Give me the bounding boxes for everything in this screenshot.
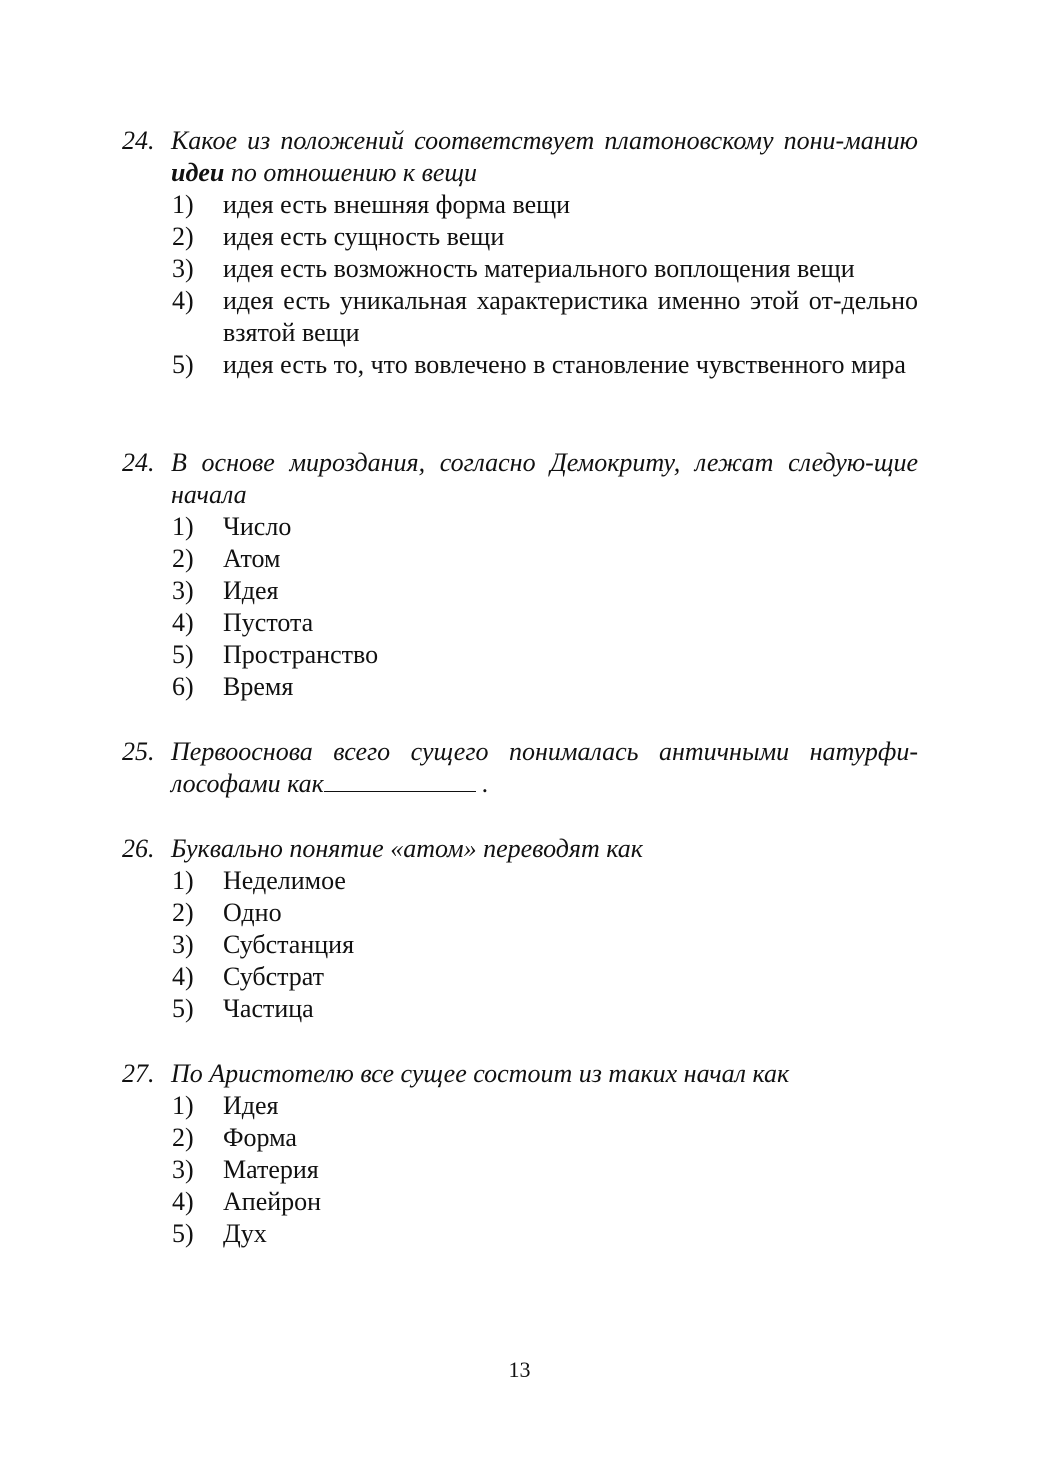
- answer-option: [122, 929, 918, 961]
- question-24-democritus: [122, 447, 918, 703]
- option-number: 3): [172, 930, 194, 959]
- option-number: 5): [172, 640, 194, 669]
- option-text: Пустота: [223, 608, 314, 637]
- answer-option: [122, 285, 918, 349]
- answer-option: [122, 1122, 918, 1154]
- option-number: 1): [172, 512, 194, 541]
- question-heading: [122, 833, 918, 865]
- option-text: Число: [223, 512, 292, 541]
- option-number: 4): [172, 286, 194, 315]
- question-27: [122, 1058, 918, 1250]
- answer-blank: [324, 769, 476, 792]
- answer-options: [122, 865, 918, 1025]
- answer-option: [122, 607, 918, 639]
- option-text: Субстрат: [223, 962, 325, 991]
- option-number: 5): [172, 1219, 194, 1248]
- answer-option: [122, 1090, 918, 1122]
- question-text: По Аристотелю все сущее состоит из таких начал как: [171, 1059, 790, 1088]
- option-number: 3): [172, 1155, 194, 1184]
- question-26: [122, 833, 918, 1025]
- option-text: идея есть внешняя форма вещи: [223, 190, 571, 219]
- option-text: Неделимое: [223, 866, 346, 895]
- answer-options: [122, 189, 918, 381]
- answer-option: [122, 253, 918, 285]
- option-text: идея есть уникальная характеристика именно этой от-дельно взятой вещи: [223, 286, 918, 347]
- option-number: 3): [172, 576, 194, 605]
- answer-option: [122, 1218, 918, 1250]
- answer-option: [122, 961, 918, 993]
- answer-option: [122, 189, 918, 221]
- question-24-plato: [122, 125, 918, 381]
- option-text: Дух: [223, 1219, 267, 1248]
- option-text: Материя: [223, 1155, 319, 1184]
- answer-option: [122, 575, 918, 607]
- option-number: 5): [172, 994, 194, 1023]
- question-number: 24.: [122, 448, 155, 477]
- question-heading: [122, 1058, 918, 1090]
- question-number: 25.: [122, 737, 155, 766]
- question-heading: [122, 125, 918, 189]
- option-number: 6): [172, 672, 194, 701]
- answer-option: [122, 671, 918, 703]
- option-text: Субстанция: [223, 930, 355, 959]
- option-number: 4): [172, 1187, 194, 1216]
- option-text: Апейрон: [223, 1187, 322, 1216]
- option-number: 4): [172, 962, 194, 991]
- page-number: 13: [508, 1357, 531, 1382]
- option-text: идея есть возможность материального воплощения вещи: [223, 254, 855, 283]
- option-text: Форма: [223, 1123, 297, 1152]
- option-number: 1): [172, 1091, 194, 1120]
- answer-option: [122, 349, 918, 381]
- option-number: 4): [172, 608, 194, 637]
- question-number: 27.: [122, 1059, 155, 1088]
- answer-option: [122, 221, 918, 253]
- question-number: 24.: [122, 126, 155, 155]
- option-number: 2): [172, 222, 194, 251]
- question-text: В основе мироздания, согласно Демокриту, лежат следую-щие начала: [171, 448, 918, 509]
- option-number: 1): [172, 866, 194, 895]
- option-number: 2): [172, 1123, 194, 1152]
- question-heading: [122, 447, 918, 511]
- option-text: Атом: [223, 544, 281, 573]
- option-number: 2): [172, 898, 194, 927]
- option-number: 3): [172, 254, 194, 283]
- option-text: Пространство: [223, 640, 379, 669]
- option-text: Частица: [223, 994, 314, 1023]
- bold-term: идеи: [171, 158, 225, 187]
- option-text: Время: [223, 672, 294, 701]
- answer-option: [122, 543, 918, 575]
- answer-option: [122, 993, 918, 1025]
- answer-option: [122, 897, 918, 929]
- question-25: [122, 736, 918, 800]
- answer-option: [122, 1186, 918, 1218]
- option-number: 2): [172, 544, 194, 573]
- option-text: идея есть сущность вещи: [223, 222, 505, 251]
- answer-options: [122, 1090, 918, 1250]
- question-number: 26.: [122, 834, 155, 863]
- question-heading: [122, 736, 918, 800]
- option-number: 1): [172, 190, 194, 219]
- option-number: 5): [172, 350, 194, 379]
- answer-options: [122, 511, 918, 703]
- answer-option: [122, 639, 918, 671]
- question-text: Буквально понятие «атом» переводят как: [171, 834, 643, 863]
- answer-option: [122, 865, 918, 897]
- question-text: Первооснова всего сущего понималась античными натурфи-лософами как .: [171, 737, 918, 798]
- option-text: Одно: [223, 898, 282, 927]
- option-text: Идея: [223, 576, 279, 605]
- answer-option: [122, 1154, 918, 1186]
- question-text: Какое из положений соответствует платоновскому пони-манию идеи по отношению к вещи: [171, 126, 918, 187]
- option-text: Идея: [223, 1091, 279, 1120]
- option-text: идея есть то, что вовлечено в становление чувственного мира: [223, 350, 906, 379]
- answer-option: [122, 511, 918, 543]
